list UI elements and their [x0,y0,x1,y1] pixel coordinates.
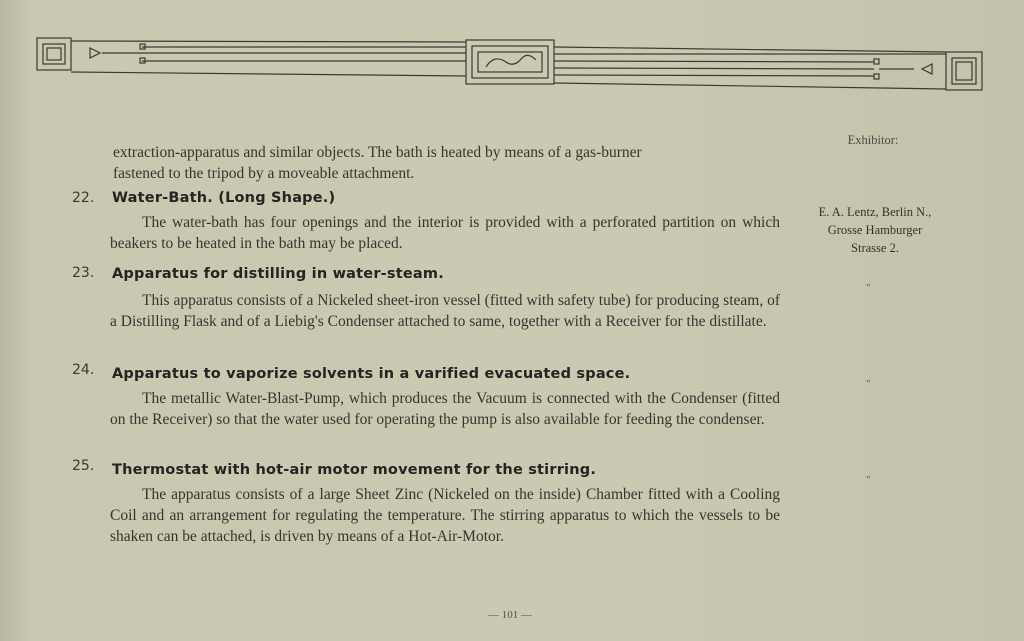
ditto-mark: " [866,378,871,390]
entry-text [110,212,780,254]
entry-number: 25. [72,458,95,474]
header-ornament [34,34,986,94]
exhibitor-name: E. A. Lentz, Berlin N., [818,205,932,219]
page-number: — 101 — [488,609,532,621]
exhibitor-label: Exhibitor: [847,133,899,147]
entry-title: Water-Bath. (Long Shape.) [112,190,336,206]
entry-number: 23. [72,265,95,281]
entry-title: Apparatus for distilling in water-steam. [112,266,444,282]
entry-number: 24. [72,362,95,378]
entry-title: Thermostat with hot-air motor movement for the stirring. [112,462,597,478]
ditto-mark: " [866,474,871,486]
ditto-mark: " [866,282,871,294]
exhibitor-address [795,203,955,257]
exhibitor-street: Grosse Hamburger [827,223,923,237]
exhibitor-city: Strasse 2. [851,241,899,255]
entry-number: 22. [72,190,95,206]
intro-line-2: fastened to the tripod by a moveable attachment. [113,165,415,182]
entry-paragraph: This apparatus consists of a Nickeled sheet-iron vessel (fitted with safety tube) for producing steam, of a Distilling Flask and of a Liebig's Condenser attached to same, together with a Receiver for the distillate. [110,292,780,330]
entry-paragraph: The water-bath has four openings and the interior is provided with a perforated partition on which beakers to be heated in the bath may be placed. [110,214,780,252]
entry-text [110,290,780,332]
intro-paragraph [113,142,781,184]
entry-title: Apparatus to vaporize solvents in a varified evacuated space. [112,366,631,382]
entry-paragraph: The metallic Water-Blast-Pump, which produces the Vacuum is connected with the Condenser (fitted on the Receiver) so that the water used for operating the pump is also available for feeding the condenser. [110,390,780,428]
entry-paragraph: The apparatus consists of a large Sheet Zinc (Nickeled on the inside) Chamber fitted with a Cooling Coil and an arrangement for regulating the temperature. The stirring apparatus to which the vessels to be shaken can be attached, is driven by means of a Hot-Air-Motor. [110,486,780,545]
entry-text [110,484,780,547]
intro-line-1: extraction-apparatus and similar objects. The bath is heated by means of a gas-burner [113,144,642,161]
entry-text [110,388,780,430]
